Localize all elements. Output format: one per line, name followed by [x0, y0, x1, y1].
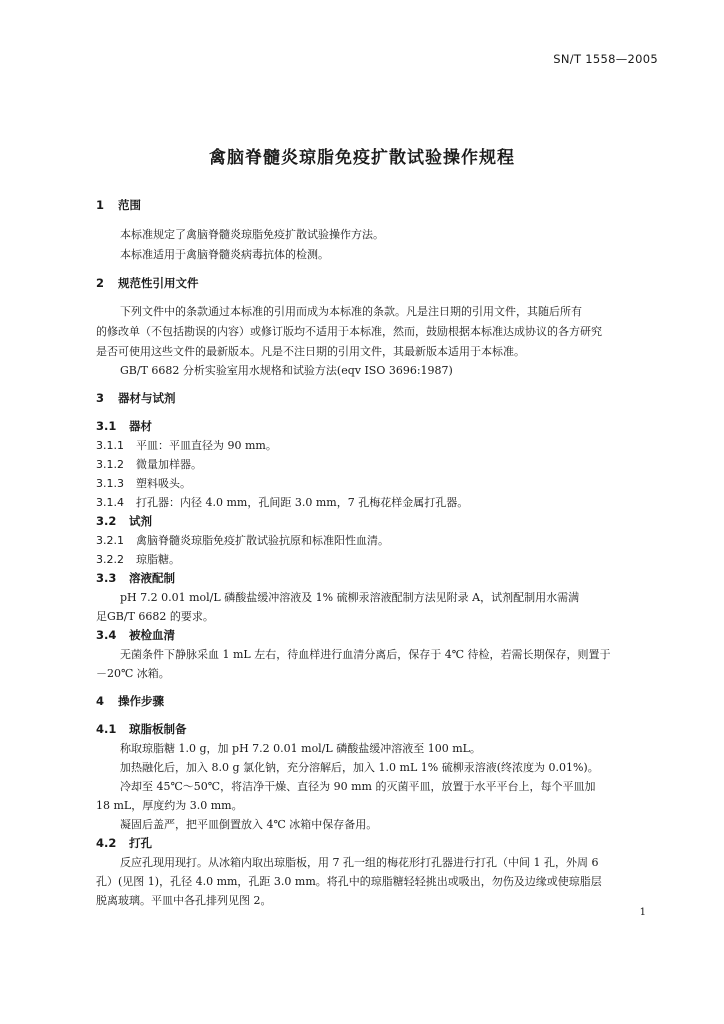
paragraph-line: 是否可使用这些文件的最新版本。凡是不注日期的引用文件，其最新版本适用于本标准。	[96, 345, 525, 358]
section-number: 1	[96, 198, 105, 212]
subsection-number: 4.2	[96, 836, 117, 850]
paragraph-line: －20℃ 冰箱。	[96, 667, 170, 680]
subsection-number: 3.3	[96, 571, 117, 585]
paragraph-line: 下列文件中的条款通过本标准的引用而成为本标准的条款。凡是注日期的引用文件，其随后所有	[120, 305, 582, 318]
subsection-title: 琼脂板制备	[129, 722, 187, 736]
subsection-3-4-heading	[96, 627, 175, 643]
paragraph: 凝固后盖严，把平皿倒置放入 4℃ 冰箱中保存备用。	[120, 818, 378, 831]
subsection-3-1-heading	[96, 418, 152, 434]
clause-number: 3.1.4	[96, 496, 124, 509]
section-1-heading	[96, 197, 141, 213]
subsection-number: 3.2	[96, 514, 117, 528]
paragraph-line: 反应孔现用现打。从冰箱内取出琼脂板，用 7 孔一组的梅花形打孔器进行打孔（中间 1 孔，外周 6	[120, 856, 599, 869]
paragraph-line: 足GB/T 6682 的要求。	[96, 610, 214, 623]
clause-text: 禽脑脊髓炎琼脂免疫扩散试验抗原和标准阳性血清。	[136, 534, 389, 547]
paragraph: 本标准规定了禽脑脊髓炎琼脂免疫扩散试验操作方法。	[120, 228, 384, 241]
page-number: 1	[639, 907, 646, 918]
section-4-heading	[96, 693, 164, 709]
subsection-number: 3.1	[96, 419, 117, 433]
clause-text: 琼脂糖。	[136, 553, 180, 566]
clause-text: 塑料吸头。	[136, 477, 191, 490]
subsection-title: 试剂	[129, 514, 152, 528]
section-number: 3	[96, 391, 105, 405]
subsection-4-2-heading	[96, 835, 152, 851]
paragraph-line: 的修改单（不包括勘误的内容）或修订版均不适用于本标准，然而，鼓励根据本标准达成协议的各方研究	[96, 325, 602, 338]
document-title: 禽脑脊髓炎琼脂免疫扩散试验操作规程	[209, 148, 515, 168]
paragraph-line: 脱离玻璃。平皿中各孔排列见图 2。	[96, 894, 272, 907]
subsection-4-1-heading	[96, 721, 187, 737]
clause-number: 3.1.3	[96, 477, 124, 490]
subsection-3-3-heading	[96, 570, 175, 586]
clause-item	[96, 532, 389, 548]
paragraph-line: pH 7.2 0.01 mol/L 磷酸盐缓冲溶液及 1% 硫柳汞溶液配制方法见附录 A，试剂配制用水需满	[120, 591, 580, 604]
paragraph: 本标准适用于禽脑脊髓炎病毒抗体的检测。	[120, 248, 329, 261]
standard-number: SN/T 1558—2005	[553, 52, 658, 66]
clause-text: 打孔器：内径 4.0 mm，孔间距 3.0 mm，7 孔梅花样金属打孔器。	[136, 496, 469, 509]
section-title: 范围	[118, 198, 141, 212]
section-number: 4	[96, 694, 105, 708]
subsection-number: 4.1	[96, 722, 117, 736]
section-title: 操作步骤	[118, 694, 164, 708]
clause-item	[96, 456, 202, 472]
clause-item	[96, 551, 180, 567]
clause-number: 3.2.2	[96, 553, 124, 566]
subsection-title: 被检血清	[129, 628, 175, 642]
clause-item	[96, 494, 468, 510]
section-2-heading	[96, 275, 199, 291]
paragraph-line: 无菌条件下静脉采血 1 mL 左右，待血样进行血清分离后，保存于 4℃ 待检，若需长期保存，则置于	[120, 648, 611, 661]
subsection-title: 器材	[129, 419, 152, 433]
clause-number: 3.2.1	[96, 534, 124, 547]
section-title: 器材与试剂	[118, 391, 176, 405]
clause-item	[96, 475, 191, 491]
clause-item	[96, 437, 277, 453]
subsection-title: 溶液配制	[129, 571, 175, 585]
paragraph: 加热融化后，加入 8.0 g 氯化钠，充分溶解后，加入 1.0 mL 1% 硫柳汞溶液(终浓度为 0.01%)。	[120, 761, 599, 774]
paragraph-line: 18 mL，厚度约为 3.0 mm。	[96, 799, 243, 812]
subsection-title: 打孔	[129, 836, 152, 850]
paragraph: 称取琼脂糖 1.0 g，加 pH 7.2 0.01 mol/L 磷酸盐缓冲溶液至 100 mL。	[120, 742, 481, 755]
section-number: 2	[96, 276, 105, 290]
clause-number: 3.1.1	[96, 439, 124, 452]
clause-text: 微量加样器。	[136, 458, 202, 471]
clause-text: 平皿：平皿直径为 90 mm。	[136, 439, 277, 452]
section-3-heading	[96, 390, 176, 406]
clause-number: 3.1.2	[96, 458, 124, 471]
normative-reference: GB/T 6682 分析实验室用水规格和试验方法(eqv ISO 3696:1987)	[120, 364, 453, 377]
paragraph-line: 孔）(见图 1)，孔径 4.0 mm，孔距 3.0 mm。将孔中的琼脂糖轻轻挑出或吸出，勿伤及边缘或使琼脂层	[96, 875, 602, 888]
subsection-number: 3.4	[96, 628, 117, 642]
section-title: 规范性引用文件	[118, 276, 199, 290]
subsection-3-2-heading	[96, 513, 152, 529]
paragraph-line: 冷却至 45℃～50℃，将洁净干燥、直径为 90 mm 的灭菌平皿，放置于水平平台上，每个平皿加	[120, 780, 596, 793]
